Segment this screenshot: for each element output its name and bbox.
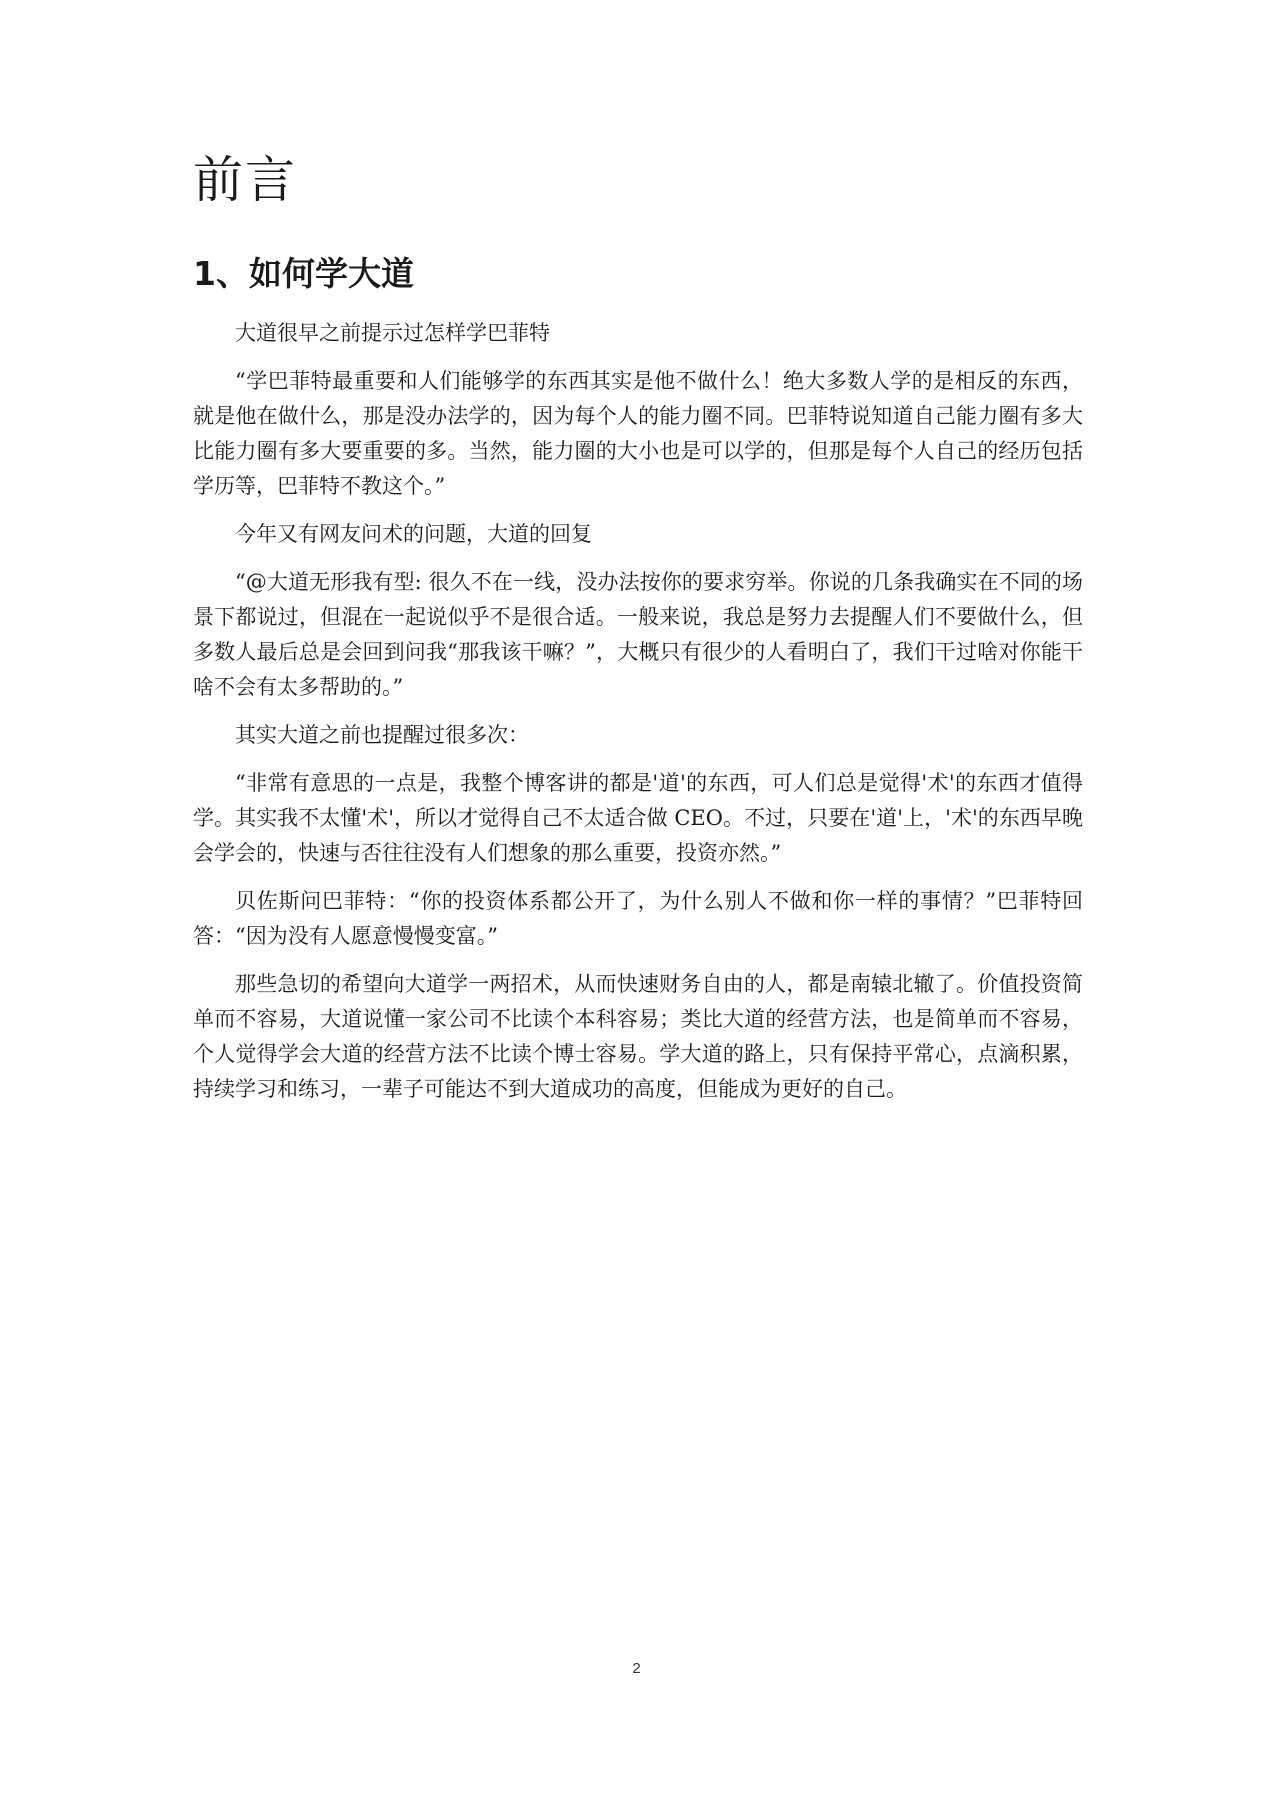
paragraph-intro: 大道很早之前提示过怎样学巴菲特 [235,320,550,345]
paragraph-quote-reply: “@大道无形我有型: 很久不在一线，没办法按你的要求穷举。你说的几条我确实在不同的场景下都说过，但混在一起说似乎不是很合适。一般来说，我总是努力去提醒人们不要做什么，但多数人最后总是会回到问我“那我该干嘛？”，大概只有很少的人看明白了，我们干过啥对你能干啥不会有太多帮助的。” [193,569,1083,699]
chapter-title: 前言 [193,151,297,209]
paragraph-bezos-buffett: 贝佐斯问巴菲特：“你的投资体系都公开了，为什么别人不做和你一样的事情？”巴菲特回答：“因为没有人愿意慢慢变富。” [193,888,1083,948]
paragraph-reply-intro: 今年又有网友问术的问题，大道的回复 [235,521,592,546]
paragraph-conclusion: 那些急切的希望向大道学一两招术，从而快速财务自由的人，都是南辕北辙了。价值投资简单而不容易，大道说懂一家公司不比读个本科容易；类比大道的经营方法，也是简单而不容易，个人觉得学会大道的经营方法不比读个博士容易。学大道的路上，只有保持平常心，点滴积累，持续学习和练习，一辈子可能达不到大道成功的高度，但能成为更好的自己。 [193,971,1083,1101]
page-number: 2 [632,1660,641,1677]
paragraph-quote-buffett: “学巴菲特最重要和人们能够学的东西其实是他不做什么！绝大多数人学的是相反的东西，就是他在做什么，那是没办法学的，因为每个人的能力圈不同。巴菲特说知道自己能力圈有多大比能力圈有多大要重要的多。当然，能力圈的大小也是可以学的，但那是每个人自己的经历包括学历等，巴菲特不教这个。” [193,368,1083,498]
paragraph-reminder-intro: 其实大道之前也提醒过很多次： [235,722,529,747]
section-title: 1、如何学大道 [193,254,414,293]
body-text [193,316,1083,1107]
paragraph-quote-dao-shu: “非常有意思的一点是，我整个博客讲的都是'道'的东西，可人们总是觉得'术'的东西才值得学。其实我不太懂'术'，所以才觉得自己不太适合做 CEO。不过，只要在'道'上，'术'的东西早晚会学会的，快速与否往往没有人们想象的那么重要，投资亦然。” [193,770,1083,865]
page-content [193,150,1083,1120]
